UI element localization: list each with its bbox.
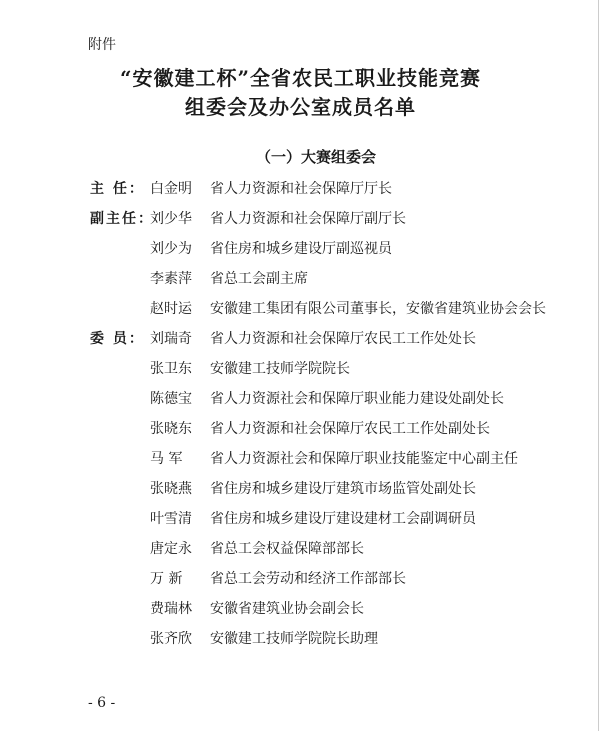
member-name: 万 新 bbox=[150, 571, 183, 587]
member-role: 委 员： bbox=[90, 331, 145, 347]
member-position: 省总工会权益保障部部长 bbox=[210, 541, 364, 557]
member-name: 李素萍 bbox=[150, 271, 192, 287]
member-position: 省人力资源和社会保障厅农民工工作处副处长 bbox=[210, 421, 490, 437]
member-row bbox=[0, 418, 601, 448]
page-edge-line bbox=[598, 0, 599, 731]
member-position: 省总工会副主席 bbox=[210, 271, 308, 287]
member-name: 张卫东 bbox=[150, 361, 192, 377]
member-row bbox=[0, 538, 601, 568]
attachment-label: 附件 bbox=[88, 37, 116, 53]
page-number: - 6 - bbox=[88, 695, 116, 711]
member-name: 陈德宝 bbox=[150, 391, 192, 407]
member-position: 省住房和城乡建设厅建筑市场监管处副处长 bbox=[210, 481, 476, 497]
member-position: 省人力资源和社会保障厅厅长 bbox=[210, 181, 392, 197]
member-name: 唐定永 bbox=[150, 541, 192, 557]
member-name: 费瑞林 bbox=[150, 601, 192, 617]
member-role: 副主任： bbox=[90, 211, 154, 227]
document-title-line2: 组委会及办公室成员名单 bbox=[185, 95, 416, 119]
member-position: 安徽建工集团有限公司董事长，安徽省建筑业协会会长 bbox=[210, 301, 546, 317]
member-row bbox=[0, 268, 601, 298]
section-heading: （一）大赛组委会 bbox=[256, 148, 377, 166]
member-position: 省人力资源和社会保障厅副厅长 bbox=[210, 211, 406, 227]
member-name: 白金明 bbox=[150, 181, 192, 197]
member-name: 刘少为 bbox=[150, 241, 192, 257]
member-name: 赵时运 bbox=[150, 301, 192, 317]
member-name: 刘瑞奇 bbox=[150, 331, 192, 347]
member-row bbox=[0, 238, 601, 268]
member-row bbox=[0, 208, 601, 238]
member-row bbox=[0, 178, 601, 208]
member-row bbox=[0, 358, 601, 388]
member-position: 省人力资源和社会保障厅农民工工作处处长 bbox=[210, 331, 476, 347]
member-name: 刘少华 bbox=[150, 211, 192, 227]
member-row bbox=[0, 448, 601, 478]
member-position: 省住房和城乡建设厅建设建材工会副调研员 bbox=[210, 511, 476, 527]
member-row bbox=[0, 628, 601, 658]
member-row bbox=[0, 328, 601, 358]
member-name: 张齐欣 bbox=[150, 631, 192, 647]
member-position: 安徽建工技师学院院长助理 bbox=[210, 631, 378, 647]
member-row bbox=[0, 478, 601, 508]
member-position: 安徽省建筑业协会副会长 bbox=[210, 601, 364, 617]
member-name: 张晓东 bbox=[150, 421, 192, 437]
member-position: 省住房和城乡建设厅副巡视员 bbox=[210, 241, 392, 257]
member-name: 张晓燕 bbox=[150, 481, 192, 497]
member-row bbox=[0, 568, 601, 598]
member-role: 主 任： bbox=[90, 181, 145, 197]
member-position: 省人力资源社会和保障厅职业技能鉴定中心副主任 bbox=[210, 451, 518, 467]
member-row bbox=[0, 508, 601, 538]
member-row bbox=[0, 598, 601, 628]
member-name: 叶雪清 bbox=[150, 511, 192, 527]
member-row bbox=[0, 388, 601, 418]
member-row bbox=[0, 298, 601, 328]
member-name: 马 军 bbox=[150, 451, 183, 467]
member-position: 省总工会劳动和经济工作部部长 bbox=[210, 571, 406, 587]
member-position: 省人力资源社会和保障厅职业能力建设处副处长 bbox=[210, 391, 504, 407]
member-position: 安徽建工技师学院院长 bbox=[210, 361, 350, 377]
document-title-line1: “安徽建工杯”全省农民工职业技能竞赛 bbox=[119, 66, 481, 90]
